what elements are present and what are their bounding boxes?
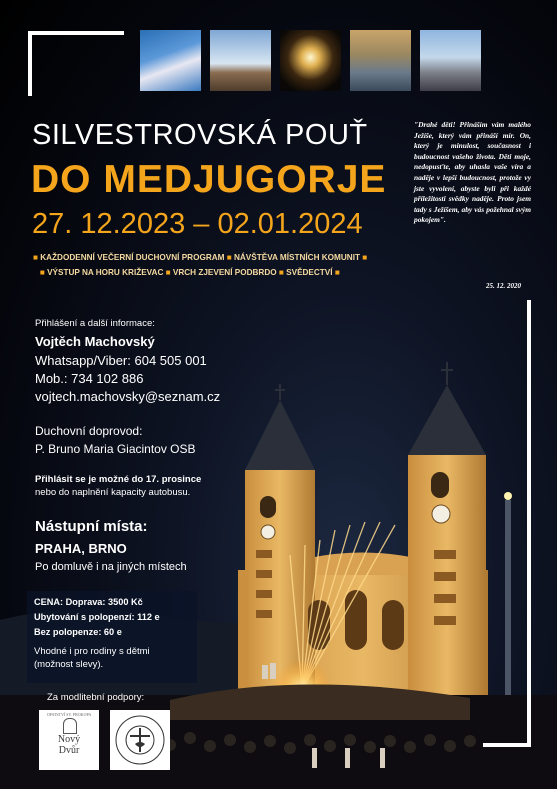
frame-line-right [527, 300, 531, 745]
novy-dvur-logo [39, 710, 99, 770]
family-note: Vhodné i pro rodiny s dětmi (možnost slevy). [34, 646, 150, 670]
deadline-rest: nebo do naplnění kapacity autobusu. [35, 487, 191, 498]
title-line-1: SILVESTROVSKÁ POUŤ [32, 119, 368, 151]
crowd-prayer-photo [350, 30, 411, 91]
bullet-icon: ■ [334, 268, 340, 277]
madonna-photo [140, 30, 201, 91]
bullet-icon: ■ [33, 253, 41, 262]
price-half-board: Ubytování s polopenzí: 112 e [34, 612, 160, 622]
boarding-cities: PRAHA, BRNO [35, 541, 127, 556]
corner-frame-top-left [28, 31, 124, 96]
cross-hill-photo [210, 30, 271, 91]
feature-item: NÁVŠTĚVA MÍSTNÍCH KOMUNIT [233, 253, 360, 262]
deadline-bold: Přihlásit se je možné do 17. prosince [35, 474, 202, 485]
logo-ring-text: OPATSTVÍ SV. PROKOPA [46, 712, 92, 717]
price-no-board: Bez polopenze: 60 e [34, 627, 122, 637]
marian-message-quote: "Drahé děti! Přináším vám malého Ježíše, který vám přináší mír. On, který je minulost, současnost i budoucnost vašeho života. Děti moje, nedopusťte, aby uhasla vaše víra a naděje v lepší budoucnost, protože vy jste vyvolení, abyste byli při každé příležitosti svědky naděje. Proto jsem tady s Ježíšem, aby vás požehnal svým pokojem". [414, 120, 531, 225]
contact-whatsapp: Whatsapp/Viber: 604 505 001 [35, 353, 207, 368]
congregation-seal-icon [110, 710, 170, 770]
prayer-support-label: Za modlitební podpory: [47, 692, 145, 703]
feature-item: VRCH ZJEVENÍ PODBRDO [172, 268, 277, 277]
monstrance-photo [280, 30, 341, 91]
contact-mobile: Mob.: 734 102 886 [35, 371, 144, 386]
photo-strip [140, 30, 481, 91]
trip-dates: 27. 12.2023 – 02.01.2024 [32, 208, 363, 240]
spiritual-guide-name: P. Bruno Maria Giacintov OSB [35, 442, 196, 456]
feature-item: KAŽDODENNÍ VEČERNÍ DUCHOVNÍ PROGRAM [40, 253, 225, 262]
bullet-icon: ■ [39, 268, 48, 277]
feature-list [33, 250, 408, 280]
boarding-note: Po domluvě i na jiných místech [35, 561, 187, 573]
registration-deadline [35, 473, 201, 499]
logo-text-line-2: Dvůr [58, 745, 80, 756]
spiritual-guide-label: Duchovní doprovod: [35, 424, 143, 438]
feature-item: SVĚDECTVÍ [286, 268, 333, 277]
contact-name: Vojtěch Machovský [35, 334, 155, 349]
logo-text-line-1: Nový [57, 734, 81, 745]
contact-label: Přihlášení a další informace: [35, 318, 155, 329]
feature-item: VÝSTUP NA HORU KRIŽEVAC [47, 268, 164, 277]
title-line-2: DO MEDJUGORJE [31, 158, 387, 201]
boarding-title: Nástupní místa: [35, 518, 148, 535]
bullet-icon: ■ [278, 268, 287, 277]
abbey-emblem-icon [63, 718, 77, 734]
pilgrims-photo [420, 30, 481, 91]
frame-line-bottom-right [483, 743, 531, 747]
contact-email: vojtech.machovsky@seznam.cz [35, 389, 221, 404]
bullet-icon: ■ [165, 268, 173, 277]
quote-date: 25. 12. 2020 [486, 282, 521, 290]
bullet-icon: ■ [362, 253, 368, 262]
congregation-logo [110, 710, 170, 770]
bullet-icon: ■ [226, 253, 234, 262]
price-transport: CENA: Doprava: 3500 Kč [34, 597, 143, 607]
